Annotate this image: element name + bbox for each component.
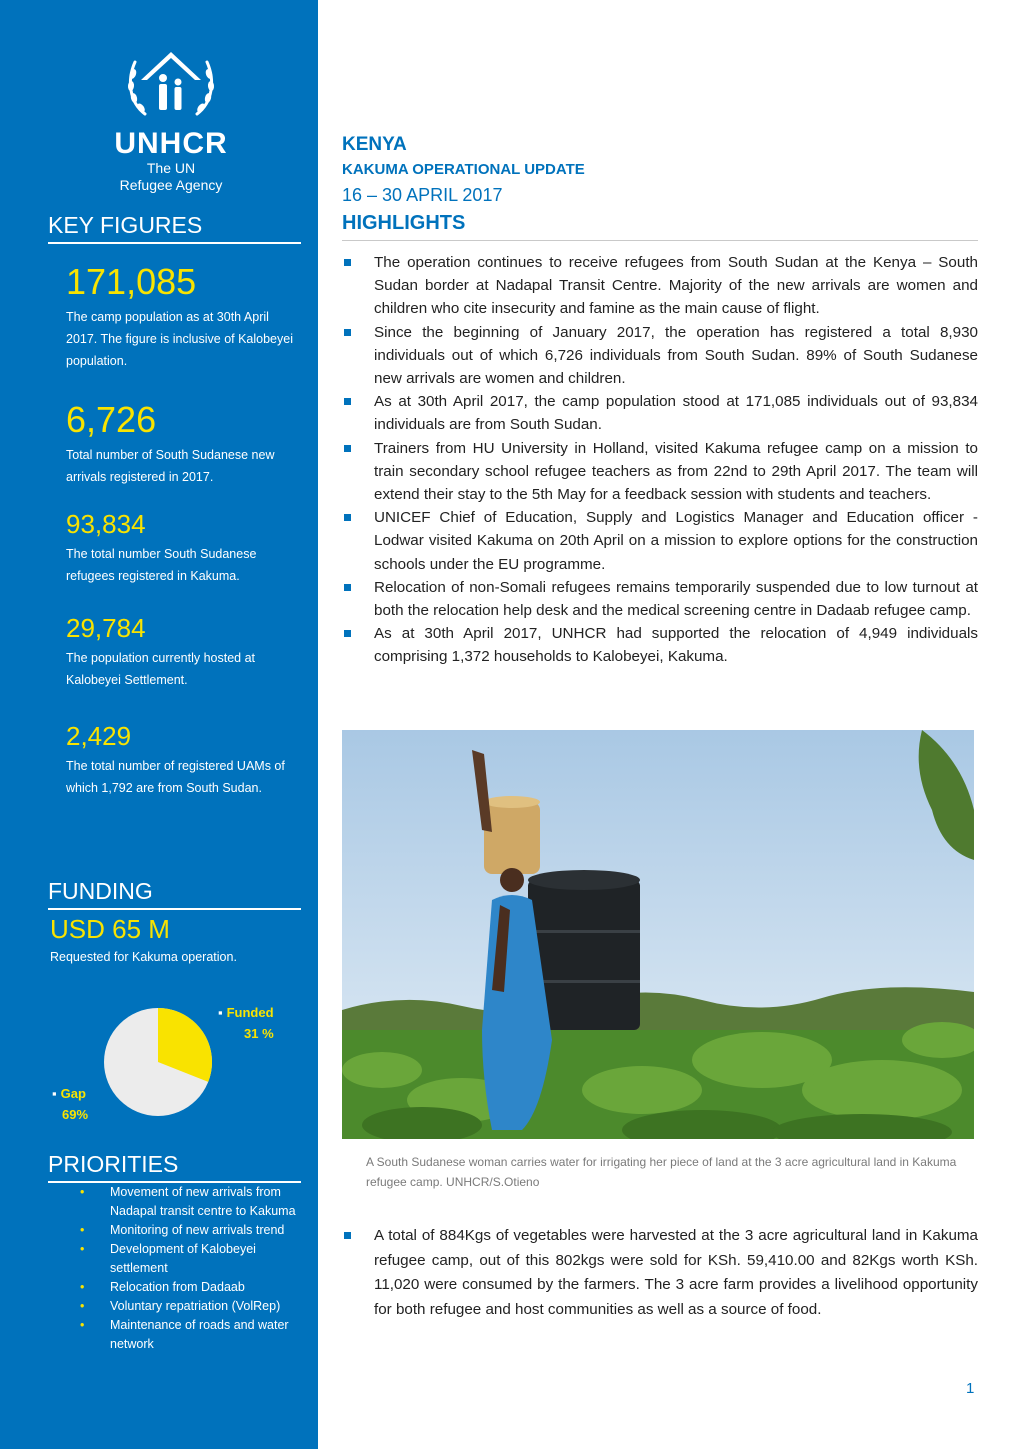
key-figure-description: The camp population as at 30th April 2017. The figure is inclusive of Kalobeyei population. xyxy=(66,309,293,368)
priority-item: • Relocation from Dadaab xyxy=(80,1278,300,1297)
key-figure-camp-population xyxy=(66,262,296,372)
highlight-item: As at 30th April 2017, the camp population stood at 171,085 individuals out of 93,834 individuals are from South Sudan. xyxy=(342,390,978,436)
unhcr-emblem-icon xyxy=(123,44,219,128)
main-content xyxy=(342,132,978,669)
photo-caption: A South Sudanese woman carries water for irrigating her piece of land at the 3 acre agricultural land in Kakuma refugee camp. UNHCR/S.Otieno xyxy=(366,1155,957,1189)
key-figure-value: 2,429 xyxy=(66,721,132,751)
highlight-item: Since the beginning of January 2017, the operation has registered a total 8,930 individuals out of which 6,726 individuals from South Sudan. 89% of South Sudanese new arrivals are women and children. xyxy=(342,321,978,391)
gap-percent: 69% xyxy=(62,1107,89,1122)
highlight-item: Trainers from HU University in Holland, visited Kakuma refugee camp on a mission to train secondary school refugee teachers as from 22nd to 29th April 2017. The team will extend their stay to the 5th May for a feedback session with students and teachers. xyxy=(342,437,978,507)
highlight-item: As at 30th April 2017, UNHCR had supported the relocation of 4,949 individuals comprising 1,372 households to Kalobeyei, Kakuma. xyxy=(342,622,978,668)
highlights-list xyxy=(342,251,978,669)
country-title: KENYA xyxy=(342,134,407,155)
bullet-item: A total of 884Kgs of vegetables were harvested at the 3 acre agricultural land in Kakuma refugee camp, out of this 802kgs were sold for KSh. 59,410.00 and 82Kgs worth KSh. 11,020 were consumed by the farmers. The 3 acre farm provides a livelihood opportunity for both refugee and host communities as well as a source of food. xyxy=(342,1224,978,1322)
priority-item: • Movement of new arrivals from Nadapal transit centre to Kakuma xyxy=(80,1183,300,1221)
key-figure-south-sudanese xyxy=(66,510,296,587)
funding-amount: USD 65 M xyxy=(50,914,170,944)
photo-illustration xyxy=(342,730,974,1139)
priorities-list xyxy=(80,1183,300,1354)
key-figure-value: 29,784 xyxy=(66,613,146,643)
key-figures-heading: KEY FIGURES xyxy=(48,211,301,244)
report-dates: 16 – 30 APRIL 2017 xyxy=(342,185,503,205)
report-subtitle: KAKUMA OPERATIONAL UPDATE xyxy=(342,161,585,178)
gap-label: Gap xyxy=(60,1086,86,1101)
sidebar xyxy=(0,0,318,1449)
key-figure-uams xyxy=(66,722,296,799)
gap-legend xyxy=(52,1083,88,1125)
logo-tagline-line2: Refugee Agency xyxy=(119,177,223,193)
legend-dot-icon: ▪ xyxy=(52,1086,57,1101)
priority-item: • Monitoring of new arrivals trend xyxy=(80,1221,300,1240)
key-figure-description: Total number of South Sudanese new arrivals registered in 2017. xyxy=(66,447,275,484)
funding-pie-chart xyxy=(100,1004,216,1120)
priority-item: • Maintenance of roads and water network xyxy=(80,1316,300,1354)
key-figure-value: 171,085 xyxy=(66,261,197,302)
funded-percent: 31 % xyxy=(244,1026,274,1041)
priority-item: • Voluntary repatriation (VolRep) xyxy=(80,1297,300,1316)
funding-description: Requested for Kakuma operation. xyxy=(50,950,237,964)
highlight-item: Relocation of non-Somali refugees remains temporarily suspended due to low turnout at both the relocation help desk and the medical screening centre in Dadaab refugee camp. xyxy=(342,576,978,622)
key-figure-value: 93,834 xyxy=(66,509,146,539)
highlight-item: The operation continues to receive refugees from South Sudan at the Kenya – South Sudan border at Nadapal Transit Centre. Majority of the new arrivals are women and children who cite insecurity and famine as the main cause of flight. xyxy=(342,251,978,321)
key-figure-description: The total number South Sudanese refugees registered in Kakuma. xyxy=(66,546,257,583)
funded-legend xyxy=(218,1002,274,1044)
field-photo xyxy=(342,730,974,1139)
key-figure-new-arrivals xyxy=(66,400,296,488)
key-figure-value: 6,726 xyxy=(66,399,157,440)
key-figure-kalobeyei xyxy=(66,614,296,691)
funding-heading: FUNDING xyxy=(48,877,301,910)
highlights-heading: HIGHLIGHTS xyxy=(342,208,978,241)
logo-wordmark: UNHCR xyxy=(114,127,228,160)
bottom-bullets xyxy=(342,1224,978,1322)
highlight-item: UNICEF Chief of Education, Supply and Logistics Manager and Education officer - Lodwar visited Kakuma on 20th April on a mission to explore options for the construction schools under the EU programme. xyxy=(342,506,978,576)
key-figure-description: The total number of registered UAMs of which 1,792 are from South Sudan. xyxy=(66,758,285,795)
logo-tagline-line1: The UN xyxy=(146,160,196,176)
priority-item: • Development of Kalobeyei settlement xyxy=(80,1240,300,1278)
unhcr-logo xyxy=(96,44,246,194)
funded-label: Funded xyxy=(226,1005,274,1020)
key-figure-description: The population currently hosted at Kalobeyei Settlement. xyxy=(66,650,256,687)
legend-dot-icon: ▪ xyxy=(218,1005,223,1020)
priorities-heading: PRIORITIES xyxy=(48,1150,301,1183)
page-number: 1 xyxy=(966,1380,975,1397)
